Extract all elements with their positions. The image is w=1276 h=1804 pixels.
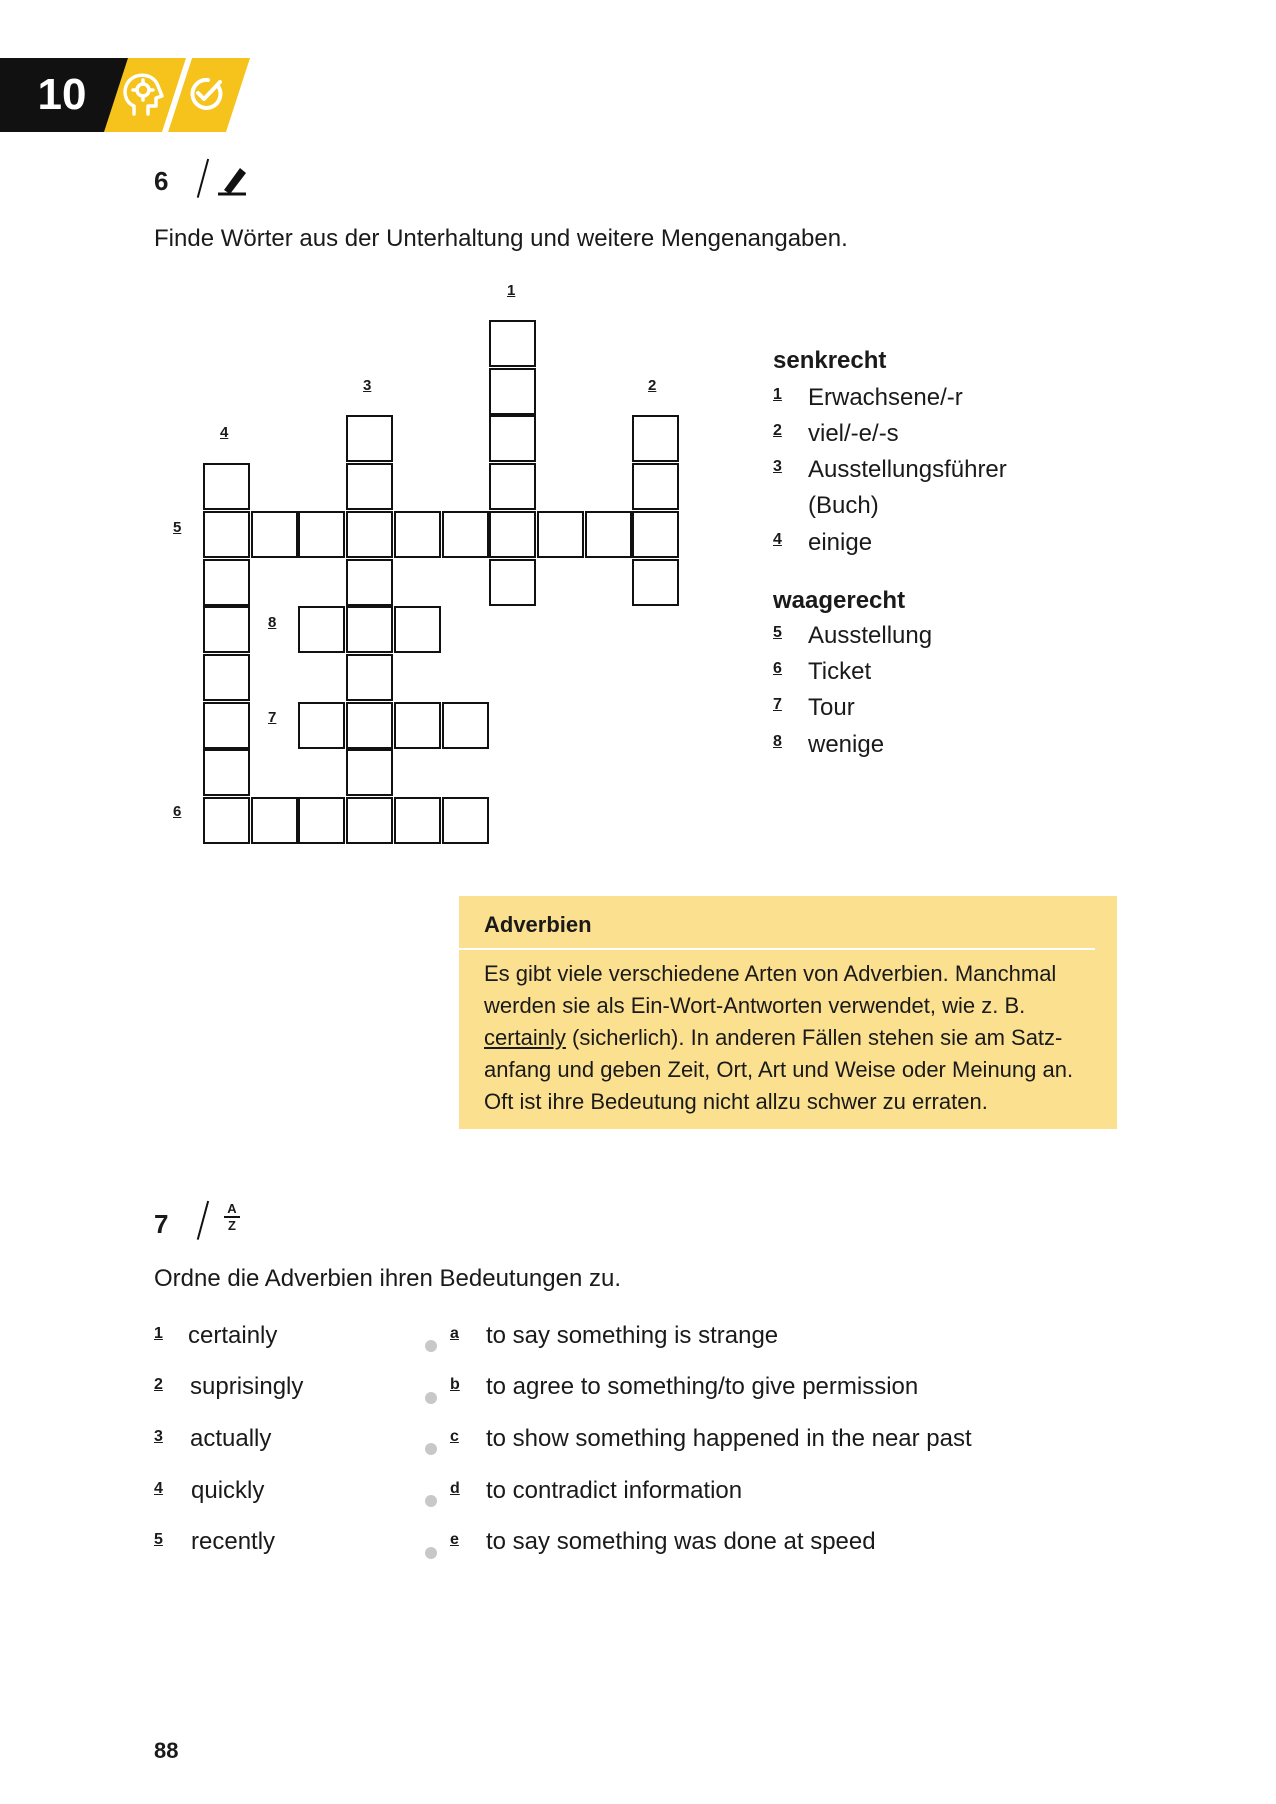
crossword-cell[interactable] xyxy=(394,797,441,844)
crossword-cell[interactable] xyxy=(298,511,345,558)
crossword-cell[interactable] xyxy=(489,368,536,415)
crossword-cell[interactable] xyxy=(346,654,393,701)
left-num-2: 2 xyxy=(154,1376,163,1393)
infobox-text: Es gibt viele verschiedene Arten von Adverbien. Manchmal werden sie als Ein-Wort-Antworten verwendet, wie z. B. certainly (sicherlich). In anderen Fällen stehen sie am Satz-anfang und geben Zeit, Ort, Art und Weise oder Meinung an. Oft ist ihre Bedeutung nicht allzu schwer zu erraten. xyxy=(484,961,1074,1114)
grid-number-3: 3 xyxy=(363,377,372,394)
crossword-cell[interactable] xyxy=(203,606,250,653)
match-dot-b[interactable] xyxy=(425,1392,437,1404)
crossword-cell[interactable] xyxy=(489,320,536,367)
right-letter-c: c xyxy=(450,1428,459,1445)
exercise-7-instruction: Ordne die Adverbien ihren Bedeutungen zu. xyxy=(154,1265,622,1292)
adverb-certainly: certainly xyxy=(188,1322,278,1349)
left-num-1: 1 xyxy=(154,1325,163,1342)
meaning-d: to contradict information xyxy=(486,1477,743,1504)
pencil-icon xyxy=(188,158,250,202)
right-letter-b: b xyxy=(450,1376,460,1393)
crossword-cell[interactable] xyxy=(632,511,679,558)
grid-number-2: 2 xyxy=(648,377,657,394)
meaning-e: to say something was done at speed xyxy=(486,1528,876,1555)
right-letter-a: a xyxy=(450,1325,459,1342)
crossword-cell[interactable] xyxy=(346,702,393,749)
crossword-cell[interactable] xyxy=(442,511,489,558)
infobox-title: Adverbien xyxy=(484,912,592,937)
exercise-6-number: 6 xyxy=(154,166,169,196)
grid-number-6: 6 xyxy=(173,803,182,820)
match-dot-d[interactable] xyxy=(425,1495,437,1507)
crossword-cell[interactable] xyxy=(346,415,393,462)
crossword-cell[interactable] xyxy=(346,749,393,796)
page-number: 88 xyxy=(154,1738,179,1763)
grid-number-4: 4 xyxy=(220,424,229,441)
crossword-cell[interactable] xyxy=(203,559,250,606)
crossword-cell[interactable] xyxy=(632,559,679,606)
match-dot-c[interactable] xyxy=(425,1443,437,1455)
down-heading: senkrecht xyxy=(773,347,887,374)
crossword-cell[interactable] xyxy=(394,606,441,653)
crossword-cell[interactable] xyxy=(203,511,250,558)
crossword-cell[interactable] xyxy=(442,702,489,749)
match-dot-a[interactable] xyxy=(425,1340,437,1352)
exercise-7-number: 7 xyxy=(154,1209,169,1239)
meaning-b: to agree to something/to give permission xyxy=(486,1373,919,1400)
left-num-3: 3 xyxy=(154,1428,163,1445)
grid-number-7: 7 xyxy=(268,709,277,726)
crossword-cell[interactable] xyxy=(537,511,584,558)
left-num-4: 4 xyxy=(154,1480,163,1497)
crossword-cell[interactable] xyxy=(394,511,441,558)
adverb-quickly: quickly xyxy=(191,1477,265,1504)
crossword-cell[interactable] xyxy=(632,463,679,510)
crossword-cell[interactable] xyxy=(203,463,250,510)
crossword-cell[interactable] xyxy=(346,463,393,510)
adverb-suprisingly: suprisingly xyxy=(190,1373,304,1400)
crossword-cell[interactable] xyxy=(346,511,393,558)
match-dot-e[interactable] xyxy=(425,1547,437,1559)
crossword-cell[interactable] xyxy=(251,797,298,844)
grid-number-5: 5 xyxy=(173,519,182,536)
crossword-cell[interactable] xyxy=(251,511,298,558)
meaning-a: to say something is strange xyxy=(486,1322,779,1349)
crossword-cell[interactable] xyxy=(203,797,250,844)
adverb-actually: actually xyxy=(190,1425,272,1452)
crossword-cell[interactable] xyxy=(489,559,536,606)
crossword-cell[interactable] xyxy=(203,654,250,701)
crossword-cell[interactable] xyxy=(346,797,393,844)
crossword-cell[interactable] xyxy=(585,511,632,558)
left-num-5: 5 xyxy=(154,1531,163,1548)
alphabet-icon-letters: A Z xyxy=(224,1202,240,1232)
meaning-c: to show something happened in the near past xyxy=(486,1425,972,1452)
crossword-cell[interactable] xyxy=(394,702,441,749)
infobox-divider xyxy=(459,948,1095,950)
infobox-underlined-word: certainly xyxy=(484,1025,566,1050)
crossword-cell[interactable] xyxy=(489,511,536,558)
right-letter-d: d xyxy=(450,1480,460,1497)
crossword-cell[interactable] xyxy=(298,702,345,749)
crossword-cell[interactable] xyxy=(298,606,345,653)
across-heading: waagerecht xyxy=(773,587,906,614)
crossword-cell[interactable] xyxy=(489,415,536,462)
grid-number-8: 8 xyxy=(268,614,277,631)
crossword-cell[interactable] xyxy=(632,415,679,462)
crossword-cell[interactable] xyxy=(346,606,393,653)
exercise-6-instruction: Finde Wörter aus der Unterhaltung und weitere Mengenangaben. xyxy=(154,225,848,252)
right-letter-e: e xyxy=(450,1531,459,1548)
chapter-number: 10 xyxy=(37,70,87,119)
crossword-cell[interactable] xyxy=(489,463,536,510)
chapter-icons xyxy=(100,58,252,132)
crossword-cell[interactable] xyxy=(298,797,345,844)
adverb-recently: recently xyxy=(191,1528,276,1555)
grid-number-1: 1 xyxy=(507,282,516,299)
crossword-cell[interactable] xyxy=(203,702,250,749)
crossword-cell[interactable] xyxy=(346,559,393,606)
crossword-cell[interactable] xyxy=(442,797,489,844)
crossword-cell[interactable] xyxy=(203,749,250,796)
